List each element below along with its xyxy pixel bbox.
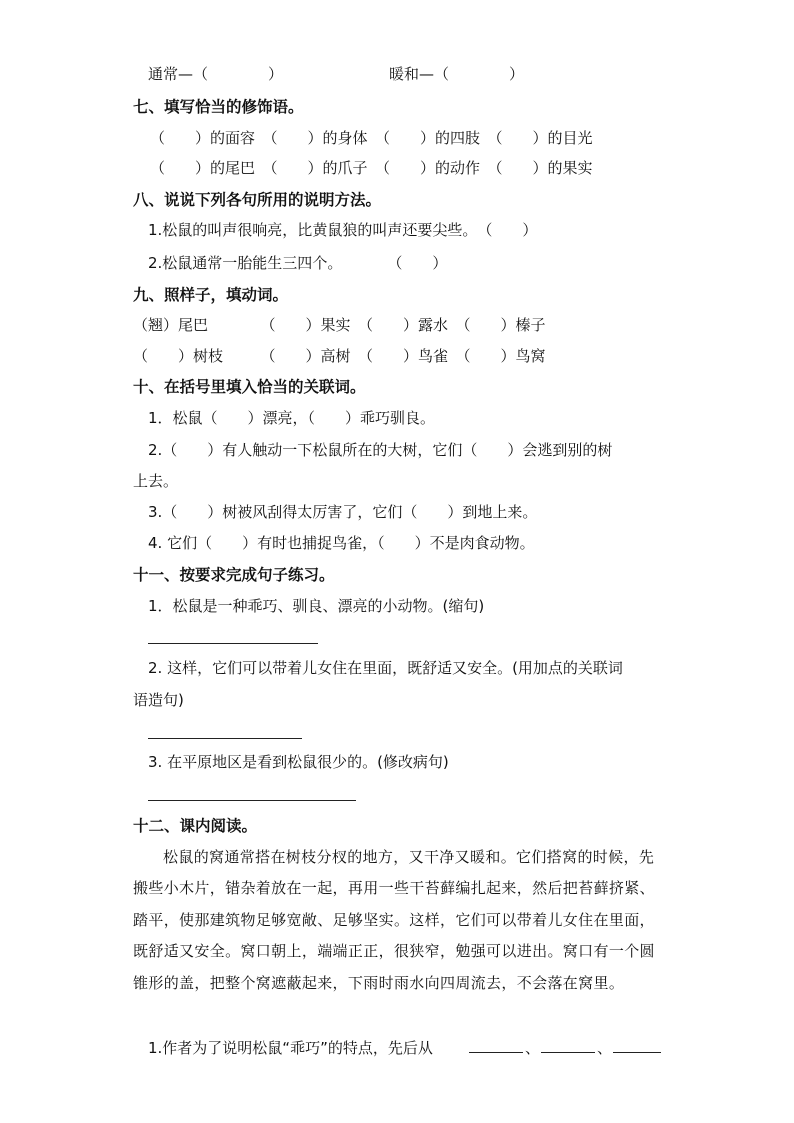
section-7-row-2: （ ）的尾巴 （ ）的爪子 （ ）的动作 （ ）的果实 <box>150 159 593 177</box>
blank-3[interactable] <box>613 1052 661 1053</box>
section-10-question-2-cont: 上去。 <box>133 472 179 490</box>
section-10-question-4: 4. 它们（ ）有时也捕捉鸟雀，（ ）不是肉食动物。 <box>148 534 535 552</box>
blank-1[interactable] <box>469 1052 523 1053</box>
blank-2[interactable] <box>541 1052 595 1053</box>
comma-2: 、 <box>597 1039 613 1057</box>
section-11-question-2-cont: 语造句) <box>133 691 184 709</box>
section-7-row-1: （ ）的面容 （ ）的身体 （ ）的四肢 （ ）的目光 <box>150 129 593 147</box>
section-9-heading: 九、照样子，填动词。 <box>133 286 289 304</box>
section-11-question-2: 2. 这样，它们可以带着儿女住在里面，既舒适又安全。(用加点的关联词 <box>148 659 623 677</box>
reading-passage: 松鼠的窝通常搭在树枝分杈的地方，又干净又暖和。它们搭窝的时候，先搬些小木片，错杂着放在一起，再用一些干苔藓编扎起来，然后把苔藓挤紧、踏平，使那建筑物足够宽敞、足够坚实。这样，它们可以带着儿女住在里面，既舒适又安全。窝口朝上，端端正正，很狭窄，勉强可以进出。窝口有一个圆锥形的盖，把整个窝遮蔽起来，下雨时雨水向四周流去，不会落在窝里。 <box>133 848 655 992</box>
section-8-question-2: 2.松鼠通常一胎能生三四个。 （ ） <box>148 254 448 272</box>
section-11-question-1: 1．松鼠是一种乖巧、驯良、漂亮的小动物。(缩句) <box>148 597 485 615</box>
answer-line-3[interactable] <box>148 800 356 801</box>
answer-line-1[interactable] <box>148 643 318 644</box>
synonym-item-nuanhuo: 暖和—（ ） <box>389 65 525 83</box>
section-9-row-2: （ ）树枝 （ ）高树 （ ）鸟雀 （ ）鸟窝 <box>133 347 546 365</box>
section-8-heading: 八、说说下列各句所用的说明方法。 <box>133 191 382 209</box>
reading-question-1: 1.作者为了说明松鼠“乖巧”的特点，先后从 <box>148 1039 433 1057</box>
section-10-question-1: 1．松鼠（ ）漂亮，（ ）乖巧驯良。 <box>148 409 436 427</box>
section-9-row-1: （翘）尾巴 （ ）果实 （ ）露水 （ ）榛子 <box>133 316 546 334</box>
answer-line-2[interactable] <box>148 738 302 739</box>
section-10-heading: 十、在括号里填入恰当的关联词。 <box>133 378 366 396</box>
section-10-question-3: 3.（ ）树被风刮得太厉害了，它们（ ）到地上来。 <box>148 503 538 521</box>
section-12-heading: 十二、课内阅读。 <box>133 817 258 835</box>
section-11-question-3: 3. 在平原地区是看到松鼠很少的。(修改病句) <box>148 753 449 771</box>
section-10-question-2: 2.（ ）有人触动一下松鼠所在的大树，它们（ ）会逃到别的树 <box>148 441 613 459</box>
section-7-heading: 七、填写恰当的修饰语。 <box>133 98 304 116</box>
comma-1: 、 <box>525 1039 541 1057</box>
section-11-heading: 十一、按要求完成句子练习。 <box>133 566 335 584</box>
section-8-question-1: 1.松鼠的叫声很响亮，比黄鼠狼的叫声还要尖些。 （ ） <box>148 221 538 239</box>
synonym-item-tongchang: 通常—（ ） <box>148 65 284 83</box>
